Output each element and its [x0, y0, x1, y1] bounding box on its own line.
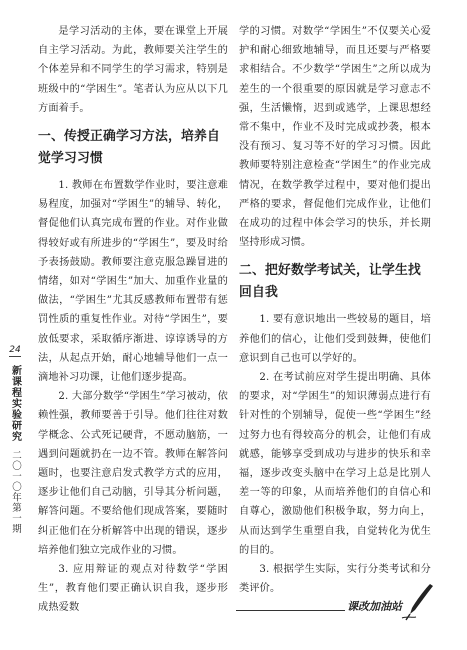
issue-label: 二〇一〇年第一期 — [10, 450, 21, 534]
paragraph: 2. 大部分数学“学困生”学习被动，依赖性强，教师要善于引导。他们往往对数学概念、公式死记硬背，不愿动脑筋，一遇到问题就扔在一边不管。教师在解答问题时，也要注意启发式教学方式的应用，逐步让他们自己动脑，引导其分析问题，解答问题。不要给他们现成答案，要随时纠正他们在分析解答中出现的错误，逐步培养他们独立完成作业的习惯。 — [38, 391, 228, 556]
left-column — [38, 22, 228, 618]
footer-section-title: 课改加油站 — [347, 600, 402, 613]
paragraph: 3. 应用辩证的观点对待数学“学困生”，教育他们要正确认识自我，逐步形成热爱数 — [38, 564, 228, 614]
paragraph: 1. 要有意识地出一些较易的题目，培养他们的信心，让他们受到鼓舞，使他们意识到自己也可以学好的。 — [239, 314, 431, 364]
paragraph: 2. 在考试前应对学生提出明确、具体的要求，对“学困生”的知识薄弱点进行有针对性的个别辅导，促使一些“学困生”经过努力也有得较高分的机会，让他们有成就感，能够享受到成功与进步的快乐和幸福，逐步改变头脑中在学习上总是比别人差一等的印象，从而培养他们的自信心和自尊心，激励他们积极争取，努力向上，从而达到学生重塑自我，自觉转化为优生的目的。 — [239, 372, 431, 556]
section-heading-2: 二、把好数学考试关，让学生找回自我 — [239, 263, 421, 301]
paragraph: 是学习活动的主体，要在课堂上开展自主学习活动。为此，教师要关注学生的个体差异和不同学生的学习需求，特别是班级中的“学困生”。笔者认为应从以下几方面着手。 — [38, 26, 228, 114]
section-heading-1: 一、传授正确学习方法，培养自觉学习习惯 — [38, 129, 220, 167]
paragraph: 3. 根据学生实际，实行分类考试和分类评价。 — [239, 564, 431, 595]
paragraph: 1. 教师在布置数学作业时，要注意难易程度，加强对“学困生”的辅导、转化，督促他们认真完成布置的作业。对作业做得较好或有所进步的“学困生”，要及时给予表扬鼓励。教师要注意克服急躁冒进的情绪，如对“学困生”加大、加重作业量的做法，“学困生”尤其反感教师布置带有惩罚性质的重复性作业。对待“学困生”，要放低要求，采取循序渐进、谆谆诱导的方法，从起点开始，耐心地辅导他们一点一滴地补习功课，让他们逐步提高。 — [38, 180, 228, 384]
journal-sidebar — [5, 345, 25, 534]
page-number: 24 — [9, 345, 21, 355]
journal-name: 新课程实验研究 — [9, 365, 21, 442]
paragraph: 学的习惯。对数学“学困生”不仅要关心爱护和耐心细致地辅导，而且还要与严格要求相结合。不少数学“学困生”之所以成为差生的一个很重要的原因就是学习意志不强，生活懒惰，迟到或逃学，上课思想经常不集中，作业不及时完成或抄袭，根本没有预习、复习等不好的学习习惯。因此教师要特别注意检查“学困生”的作业完成情况，在数学教学过程中，要对他们提出严格的要求，督促他们完成作业，让他们在成功的过程中体会学习的快乐，并长期坚持形成习惯。 — [239, 26, 431, 249]
fountain-pen-icon — [400, 582, 436, 622]
right-column — [239, 22, 431, 598]
